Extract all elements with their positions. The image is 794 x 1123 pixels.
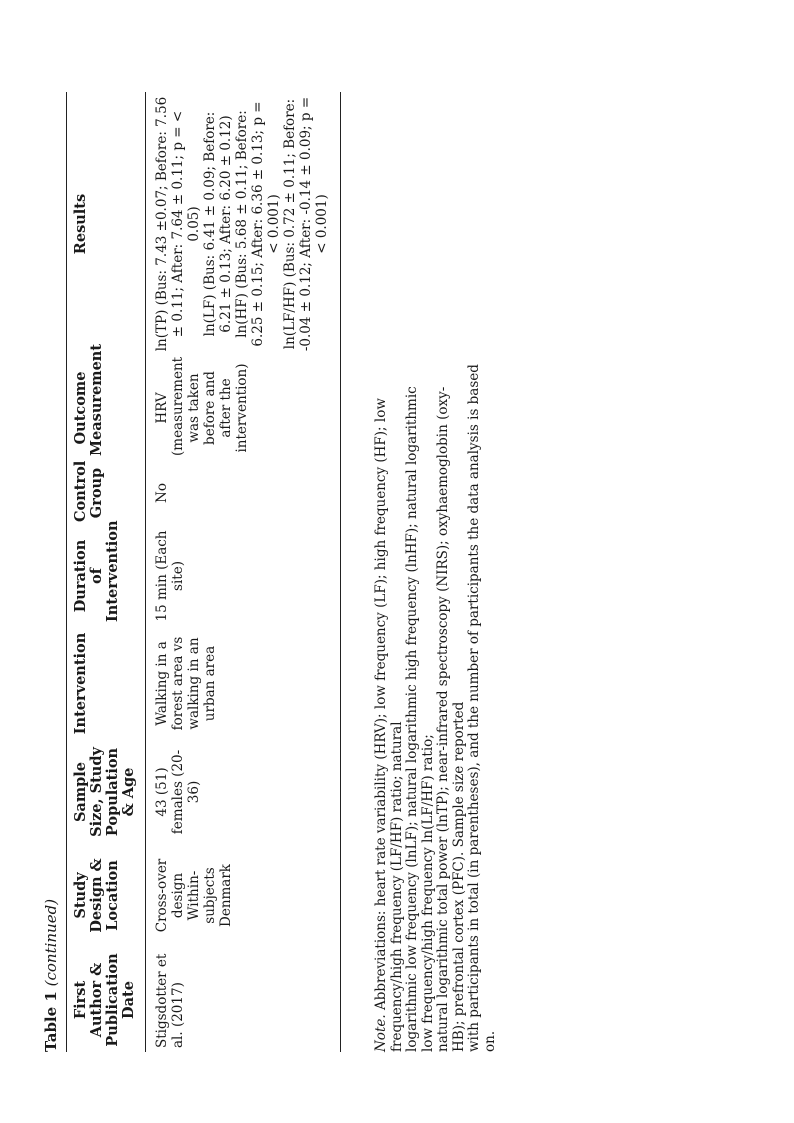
header-outcome: Outcome Measurement <box>72 343 105 456</box>
note-label: Note. <box>373 1014 389 1052</box>
header-results: Results <box>72 193 89 255</box>
result-ln-lf: ln(LF) (Bus: 6.41 ± 0.09; Before: 6.21 ± 0.13; After: 6.20 ± 0.12) <box>202 111 234 337</box>
note-line-1 <box>374 362 405 1052</box>
note-line-3: natural logarithmic total power (lnTP); near-infrared spectroscopy (NIRS); oxyhaemoglobin (oxy-HB); prefrontal cortex (PFC). Sample size reported <box>435 386 467 1052</box>
header-author: First Author & Publication Date <box>72 953 137 1047</box>
cell-sample: 43 (51) females (20-36) <box>154 749 202 835</box>
table-label: Table 1 <box>42 991 60 1052</box>
result-ln-lf-hf: ln(LF/HF) (Bus: 0.72 ± 0.11; Before: -0.04 ± 0.12; After: -0.14 ± 0.09; p = < 0.001) <box>282 96 330 352</box>
header-sample: Sample Size, Study Population & Age <box>72 747 137 837</box>
rotated-page-content <box>42 32 502 1052</box>
result-ln-hf: ln(HF) (Bus: 5.68 ± 0.11; Before: 6.25 ± 0.15; After: 6.36 ± 0.13; p = < 0.001) <box>234 101 282 347</box>
note-line-2: logarithmic low frequency (lnLF); natural logarithmic high frequency (lnHF); natural logarithmic low frequency/high frequency ln(LF/HF) ratio; <box>404 386 436 1052</box>
cell-design: Cross-over design Within-subjects Denmark <box>154 858 234 933</box>
header-duration: Duration of Intervention <box>72 520 121 622</box>
table-caption <box>42 899 60 1052</box>
result-ln-tp: ln(TP) (Bus: 7.43 ±0.07; Before: 7.56 ± 0.11; After: 7.64 ± 0.11; p = < 0.05) <box>154 96 202 352</box>
study-table <box>66 92 341 1052</box>
cell-control: No <box>154 483 170 503</box>
note-text-1: Abbreviations: heart rate variability (HRV); low frequency (LF); high frequency (HF); low frequency/high frequency (LF/HF) ratio; natural <box>373 398 405 1052</box>
header-control: Control Group <box>72 460 105 522</box>
continued-label: (continued) <box>42 898 60 987</box>
table-header-row <box>67 92 146 1052</box>
header-intervention: Intervention <box>72 632 89 735</box>
cell-duration: 15 min (Each site) <box>154 530 186 622</box>
cell-author: Stigsdotter et al. (2017) <box>154 953 186 1048</box>
table-row <box>146 92 341 1052</box>
cell-intervention: Walking in a forest area vs walking in an urban area <box>154 636 218 731</box>
cell-outcome: HRV (measurement was taken before and after the intervention) <box>154 356 250 456</box>
cell-results <box>146 92 341 356</box>
header-design: Study Design & Location <box>72 858 121 933</box>
note-line-4: with participants in total (in parentheses), and the number of participants the data analysis is based on. <box>466 364 498 1052</box>
table-note <box>374 362 498 1052</box>
